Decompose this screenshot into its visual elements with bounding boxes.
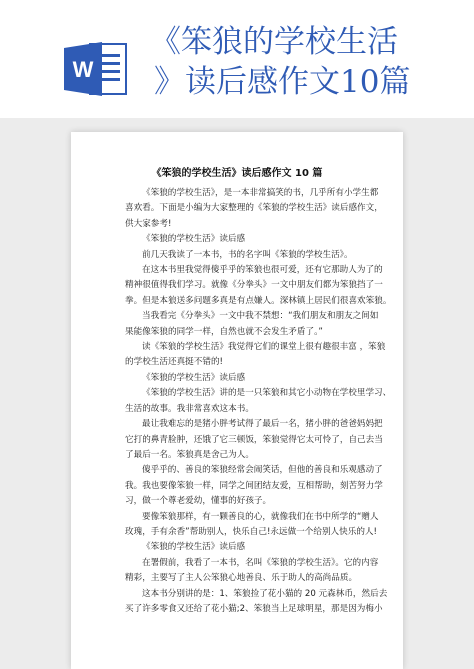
document-line: 它打的鼻青脸肿，还饿了它三顿饭，笨狼觉得它太可怜了，自己去当 bbox=[125, 434, 383, 445]
document-line: 当我看完《分拳头》一文中我不禁想：“我们朋友和朋友之间如 bbox=[142, 311, 379, 322]
document-body bbox=[125, 186, 392, 617]
document-line: 喜欢看。下面是小编为大家整理的《笨狼的学校生活》读后感作文， bbox=[125, 203, 383, 214]
document-line: 要像笨狼那样，有一颗善良的心，就像我们在书中所学的“赠人 bbox=[142, 511, 379, 522]
document-line: 的学校生活还真挺不错的! bbox=[125, 357, 223, 368]
word-doc-icon bbox=[64, 40, 128, 98]
document-line: 傻乎乎的、善良的笨狼经常会闹笑话，但他的善良和乐观感动了 bbox=[142, 465, 383, 476]
document-line: 读《笨狼的学校生活》我觉得它们的课堂上很有趣很丰富 ，笨狼 bbox=[142, 342, 386, 353]
document-line: 《笨狼的学校生活》读后感 bbox=[142, 542, 246, 553]
document-line: 精彩，主要写了主人公笨狼心地善良、乐于助人的高尚品质。 bbox=[125, 573, 358, 584]
document-line: 拳。但是本狼送多问题多真是有点嫌人。深林镇上居民们很喜欢笨狼。 bbox=[125, 295, 392, 306]
document-line: 习，做一个尊老爱幼，懂事的好孩子。 bbox=[125, 496, 272, 507]
document-line: 果能像笨狼的同学一样，自然也就不会发生矛盾了。” bbox=[125, 326, 323, 337]
document-line: 前几天我读了一本书，书的名字叫《笨狼的学校生活》。 bbox=[142, 249, 353, 260]
document-line: 玫瑰，手有余香”帮助别人，快乐自己!永远做一个给别人快乐的人! bbox=[125, 526, 377, 537]
banner-title-line-1: 《笨狼的学校生活 bbox=[150, 24, 398, 60]
document-line: 精神很值得我们学习。就像《分拳头》一文中朋友们都为笨狼挡了一 bbox=[125, 280, 383, 291]
banner-title bbox=[150, 22, 468, 102]
document-line: 供大家参考! bbox=[125, 218, 172, 229]
document-line: 生活的故事。我非常喜欢这本书。 bbox=[125, 403, 254, 414]
document-line: 《笨狼的学校生活》读后感 bbox=[142, 372, 246, 383]
banner-title-line-2: 》读后感作文10篇 bbox=[154, 64, 411, 100]
banner bbox=[0, 0, 474, 130]
document-line: 这本书分别讲的是：1、笨狼捡了花小猫的 20 元森林币，然后去 bbox=[142, 588, 388, 599]
document-line: 《笨狼的学校生活》读后感 bbox=[142, 234, 246, 245]
document-line: 《笨狼的学校生活》讲的是一只笨狼和其它小动物在学校里学习、 bbox=[142, 388, 392, 399]
document-line: 我。我也要像笨狼一样，同学之间团结友爱，互相帮助，刻苦努力学 bbox=[125, 480, 383, 491]
document-page bbox=[71, 132, 403, 669]
document-line: 《笨狼的学校生活》，是一本非常搞笑的书，几乎所有小学生都 bbox=[142, 188, 379, 198]
document-line: 最让我难忘的是猪小胖考试得了最后一名，猪小胖的爸爸妈妈把 bbox=[142, 419, 383, 430]
document-line: 买了许多零食又还给了花小猫;2、笨狼当上足球明星，那是因为梅小 bbox=[125, 603, 383, 614]
word-icon-letter: W bbox=[72, 57, 94, 82]
document-line: 在这本书里我觉得傻乎乎的笨狼也很可爱，还有它那助人为了的 bbox=[142, 265, 383, 276]
document-line: 在署假前，我看了一本书，名叫《笨狼的学校生活》。它的内容 bbox=[142, 557, 379, 568]
document-title: 《笨狼的学校生活》读后感作文 10 篇 bbox=[151, 168, 323, 179]
document-line: 了最后一名。笨狼真是舍己为人。 bbox=[125, 449, 254, 460]
